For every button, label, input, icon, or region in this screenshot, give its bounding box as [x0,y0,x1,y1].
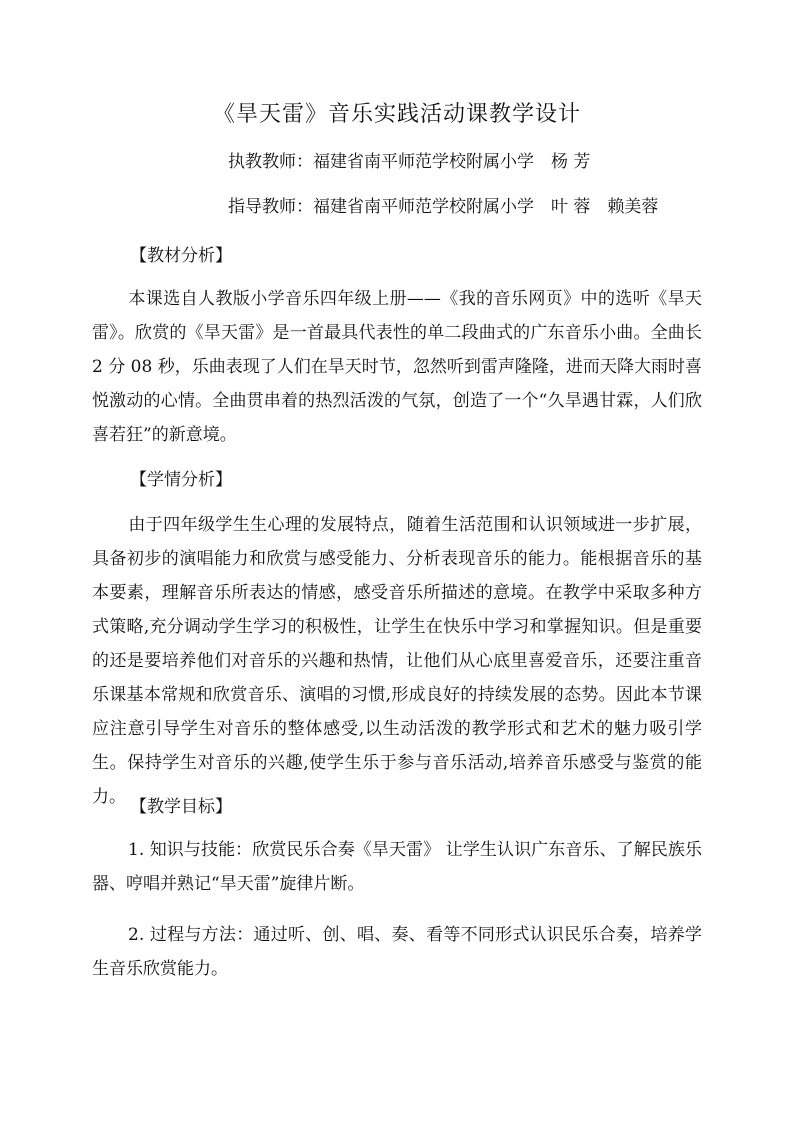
paragraph-text: 1. 知识与技能：欣赏民乐合奏《旱天雷》 让学生认识广东音乐、了解民族乐器、哼唱并熟记“旱天雷”旋律片断。 [92,840,702,894]
document-title: 《旱天雷》音乐实践活动课教学设计 [212,102,581,127]
section-heading-material-analysis: 【教材分析】 [130,246,232,266]
paragraph-text: 2. 过程与方法：通过听、创、唱、奏、看等不同形式认识民乐合奏，培养学生音乐欣赏能力。 [92,925,702,979]
paragraph-material-analysis [92,282,702,452]
advisor-byline: 指导教师：福建省南平师范学校附属小学 叶 蓉 赖美蓉 [228,197,659,217]
paragraph-goal-2 [92,918,702,986]
paragraph-text: 由于四年级学生生心理的发展特点，随着生活范围和认识领域进一步扩展，具备初步的演唱能力和欣赏与感受能力、分析表现音乐的能力。能根据音乐的基本要素，理解音乐所表达的情感，感受音乐所描述的意境。在教学中采取多种方式策略,充分调动学生学习的积极性，让学生在快乐中学习和掌握知识。但是重要的还是要培养他们对音乐的兴趣和热情，让他们从心底里喜爱音乐，还要注重音乐课基本常规和欣赏音乐、演唱的习惯,形成良好的持续发展的态势。因此本节课应注意引导学生对音乐的整体感受,以生动活泼的教学形式和艺术的魅力吸引学生。保持学生对音乐的兴趣,使学生乐于参与音乐活动,培养音乐感受与鉴赏的能力。 [92,515,702,807]
section-heading-student-analysis: 【学情分析】 [130,470,232,490]
teacher-byline: 执教教师：福建省南平师范学校附属小学 杨 芳 [228,152,591,172]
section-heading-teaching-goals: 【教学目标】 [130,797,232,817]
paragraph-student-analysis [92,508,702,814]
paragraph-text: 本课选自人教版小学音乐四年级上册——《我的音乐网页》中的选听《旱天雷》。欣赏的《旱天雷》是一首最具代表性的单二段曲式的广东音乐小曲。全曲长 2 分 08 秒，乐曲表现了人们在旱天时节，忽然听到雷声隆隆，进而天降大雨时喜悦激动的心情。全曲贯串着的热烈活泼的气氛，创造了一个“久旱遇甘霖，人们欣喜若狂”的新意境。 [92,289,702,445]
paragraph-goal-1 [92,833,702,901]
